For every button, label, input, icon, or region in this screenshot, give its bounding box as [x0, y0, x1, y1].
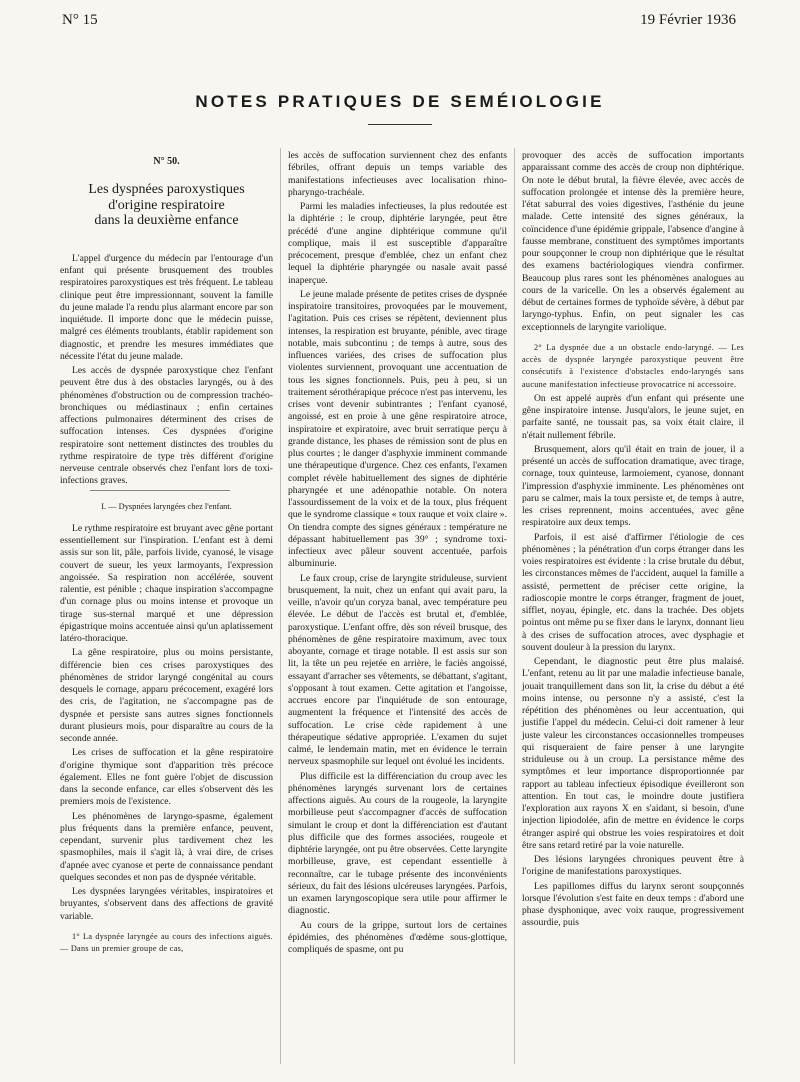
paragraph: Les phénomènes de laryngo-spasme, également plus fréquents dans la première enfance, peuvent, cependant, survenir plus tardivement chez les spasmophiles, mais il s'agit là, à vrai dire, de crises d'apnée avec cyanose et perte de connaissance pendant quelques secondes et non pas de dyspnée véritable.	[60, 810, 273, 883]
paragraph: Les crises de suffocation et la gêne respiratoire d'origine thymique sont d'apparition très précoce également. Elles ne font guère l'objet de discussion dans la seconde enfance, car elles s'observent dès les premiers mois de l'existence.	[60, 747, 273, 808]
title-separator	[368, 124, 432, 125]
article-number: N° 50.	[153, 156, 180, 167]
paragraph: Parfois, il est aisé d'affirmer l'étiologie de ces phénomènes ; la pénétration d'un corps étranger dans les voies respiratoires est évidente : la crise brutale du début, les circonstances mêmes de l'accident, auquel la famille a assisté, permettent de préciser cette origine, la radioscopie montre le corps étranger, fragment de jouet, sifflet, noyau, épingle, etc. dans la trachée. Des objets pointus ont même pu se fixer dans le larynx, donnant lieu à des crises de suffocation atroces, avec dysphagie et souvent douleur à la pression du larynx.	[522, 531, 744, 653]
issue-number: N° 15	[62, 12, 98, 28]
article-title-line: dans la deuxième enfance	[94, 213, 239, 229]
paragraph: Cependant, le diagnostic peut être plus malaisé. L'enfant, retenu au lit par une maladie infectieuse banale, jouait tranquillement dans son lit, la crise du début a été moins intense, ou personne n'y a assisté, c'est la répétition des phénomènes ou leur accentuation, qui justifie l'appel du médecin. Celui-ci doit ramener à leur juste valeur les circonstances occasionnelles trompeuses qui risqueraient de faire penser à une laryngite striduleuse ou à un croup. La persistance même des symptômes et leur importance disproportionnée par rapport au tableau infectieux épisodique éveilleront son attention. En tout cas, le moindre doute justifiera l'exploration aux rayons X en s'aidant, si besoin, d'une injection lipiodolée, afin de mettre en évidence le corps étranger aspiré qui obstrue les voies respiratoires et doit être sans retard retiré par la voie naturelle.	[522, 656, 744, 851]
paragraph: Les accès de dyspnée paroxystique chez l'enfant peuvent être dus à des obstacles laryngés, ou à des phénomènes d'obstruction ou de compression trachéo-bronchiques ou médiastinaux ; enfin certaines affections pulmonaires déterminent des crises de suffocation intenses. Ces dyspnées d'origine respiratoire sont nettement distinctes des troubles du rythme respiratoire de type très différent d'origine nerveuse centrale observés chez l'enfant lors de toxi-infections graves.	[60, 365, 273, 487]
subsection-heading: 2° La dyspnée due a un obstacle endo-laryngé. — Les accès de dyspnée laryngée paroxystique peuvent être consécutifs à l'existence d'obstacles endo-laryngés sans aucune manifestation infectieuse provocatrice ni accessoire.	[522, 342, 744, 389]
subsection-heading: 1° La dyspnée laryngée au cours des infections aiguës. — Dans un premier groupe de cas,	[60, 931, 273, 953]
column-divider	[280, 148, 281, 1064]
paragraph: Les dyspnées laryngées véritables, inspiratoires et bruyantes, s'observent dans des affections de gravité variable.	[60, 886, 273, 922]
paragraph: les accès de suffocation surviennent chez des enfants fébriles, offrant depuis un temps variable des manifestations infectieuses avec localisation rhino-pharyngo-trachéale.	[288, 150, 507, 198]
paragraph: On est appelé auprès d'un enfant qui présente une gêne inspiratoire intense. Jusqu'alors, le jeune sujet, en parfaite santé, ne toussait pas, sa voix était claire, il n'était nullement fébrile.	[522, 392, 744, 441]
column-2	[288, 150, 507, 958]
page-title: NOTES PRATIQUES DE SEMÉIOLOGIE	[195, 92, 605, 111]
paragraph: Brusquement, alors qu'il était en train de jouer, il a présenté un accès de suffocation dramatique, avec tirage, cornage, toux quinteuse, larmoiement, cyanose, donnant l'impression d'asphyxie imminente. Les phénomènes ont paru se calmer, mais la toux persiste et, de temps à autre, les crises reprennent, moins accentuées, avec gêne respiratoire aux deux temps.	[522, 443, 744, 529]
section-divider	[90, 490, 230, 491]
section-heading: I. — Dyspnées laryngées chez l'enfant.	[101, 501, 232, 511]
paragraph: Au cours de la grippe, surtout lors de certaines épidémies, des phénomènes d'œdème sous-glottique, compliqués de spasme, ont pu	[288, 919, 507, 955]
paragraph: Des lésions laryngées chroniques peuvent être à l'origine de manifestations paroxystiques.	[522, 854, 744, 878]
paragraph: Le rythme respiratoire est bruyant avec gêne portant essentiellement sur l'inspiration. L'enfant est à demi assis sur son lit, pâle, parfois livide, cyanosé, le visage couvert de sueur, les yeux larmoyants, l'expression angoissée. Sa respiration non accélérée, souvent ralentie, est pénible ; chaque inspiration s'accompagne d'un cornage plus ou moins intense et provoque un tirage sus-sternal marqué et une dépression épigastrique moins accentuée ainsi qu'un aplatissement latéro-thoracique.	[60, 522, 273, 644]
article-title	[60, 182, 273, 229]
column-3	[522, 150, 744, 932]
paragraph: Le jeune malade présente de petites crises de dyspnée inspiratoire transitoires, provoquées par le mouvement, l'agitation. Puis ces crises se répètent, deviennent plus intenses, la respiration est bruyante, pénible, avec tirage notable, mais subcontinu ; de temps à autre, sous des influences variées, des crises de suffocation plus violentes surviennent, provoquant une accentuation de tous les signes fonctionnels. Puis, peu à peu, si un traitement sérothérapique précoce n'est pas intervenu, les crises vont devenir subintrantes ; l'enfant cyanosé, angoissé, est en proie à une gêne respiratoire atroce, inspiratoire et expiratoire, avec bruit serratique perçu à grande distance, les phases de rémission sont de plus en plus courtes ; le danger d'asphyxie imminent commande une thérapeutique d'urgence. Chez ces enfants, l'examen complet révèle habituellement des signes de diphtérie pharyngée et une adénopathie notable. On notera l'assourdissement de la voix et de la toux, plus fréquent que le syndrome classique « toux rauque et voix claire ». On tiendra compte des signes généraux : température ne dépassant habituellement pas 39° ; syndrome toxi-infectieux avec pâleur souvent accentuée, parfois albuminurie.	[288, 288, 507, 570]
paragraph: La gêne respiratoire, plus ou moins persistante, différencie bien ces crises paroxystiques des phénomènes de stridor laryngé congénital au cours desquels le cornage, apparu précocement, exagéré lors des cris, de l'agitation, ne s'accompagne pas de dyspnée et persiste sans autres signes fonctionnels durant plusieurs mois, pour disparaître au cours de la seconde année.	[60, 647, 273, 744]
column-divider	[514, 148, 515, 1064]
paragraph: Les papillomes diffus du larynx seront soupçonnés lorsque l'évolution s'est faite en deux temps : d'abord une phase dysphonique, avec voix rauque, progressivement assourdie, puis	[522, 880, 744, 929]
article-title-line: Les dyspnées paroxystiques	[88, 182, 245, 198]
paragraph: Le faux croup, crise de laryngite striduleuse, survient brusquement, la nuit, chez un enfant qui avait paru, la veille, n'avoir qu'un coryza banal, avec température peu élevée. Le début de l'accès est brutal et, d'emblée, paroxystique. L'enfant offre, dès son réveil brusque, des phénomènes de gêne respiratoire maximum, avec toux aboyante, cornage et tirage notable. Il est assis sur son lit, la tête un peu rejetée en arrière, le faciès angoissé, essayant d'arracher ses vêtements, se débattant, s'agitant, s'opposant à tout examen. Cette agitation et l'angoisse, accrues encore par l'inquiétude de son entourage, augmentent la fréquence et l'intensité des accès de suffocation. Le crise cède rapidement à une thérapeutique sédative appropriée. L'examen du sujet calmé, le lendemain matin, met en évidence le terrain nerveux spasmophile sur lequel ont évolué les incidents.	[288, 572, 507, 768]
paragraph: provoquer des accès de suffocation importants apparaissant comme des accès de croup non diphtérique. On note le début brutal, la fièvre élevée, avec accès de suffocation prolongée et intense dès la première heure, l'état saburral des voies digestives, l'asthénie du jeune malade. Cette intensité des signes généraux, la coïncidence d'une épidémie grippale, l'absence d'angine à fausse membrane, constituent des symptômes importants pour soupçonner le croup non diphtérique que le résultat des examens bactériologiques viendra confirmer. Beaucoup plus rares sont les phénomènes analogues au cours de la varicelle. On les a observés également au début de certaines formes de typhoïde sévère, à début par laryngo-typhus. Enfin, on peut signaler les cas exceptionnels de laryngite variolique.	[522, 150, 744, 333]
paragraph: Plus difficile est la différenciation du croup avec les phénomènes laryngés survenant lors de certaines affections aiguës. Au cours de la rougeole, la laryngite morbilleuse peut s'accompagner d'accès de suffocation simulant le croup et dont la différenciation est d'autant plus difficile que des formes associées, rougeole et diphtérie laryngée, ont pu être observées. Cette laryngite morbilleuse, grave, est cependant essentielle à reconnaître, car le tubage présente des inconvénients sérieux, du fait des lésions ulcéreuses laryngées. Parfois, un examen laryngoscopique sera utile pour affirmer le diagnostic.	[288, 770, 507, 917]
column-1	[60, 150, 273, 957]
paragraph: Parmi les maladies infectieuses, la plus redoutée est la diphtérie : le croup, diphtérie laryngée, peut être précédé d'une angine diphtérique commune qu'il complique, mais il est susceptible d'apparaître précocement, presque d'emblée, chez un enfant chez lequel la diphtérie pharyngée ou nasale avait passé inaperçue.	[288, 201, 507, 286]
article-title-line: d'origine respiratoire	[108, 197, 225, 213]
issue-date: 19 Février 1936	[640, 12, 736, 28]
paragraph: L'appel d'urgence du médecin par l'entourage d'un enfant qui présente brusquement des troubles respiratoires paroxystiques est très fréquent. Le tableau clinique peut être impressionnant, souvent la famille du jeune malade l'a rendu plus alarmant encore par son inquiétude. Il importe donc que le médecin puisse, malgré ces éléments troublants, établir rapidement son diagnostic, et prendre les mesures immédiates que nécessite l'état du jeune malade.	[60, 252, 273, 362]
